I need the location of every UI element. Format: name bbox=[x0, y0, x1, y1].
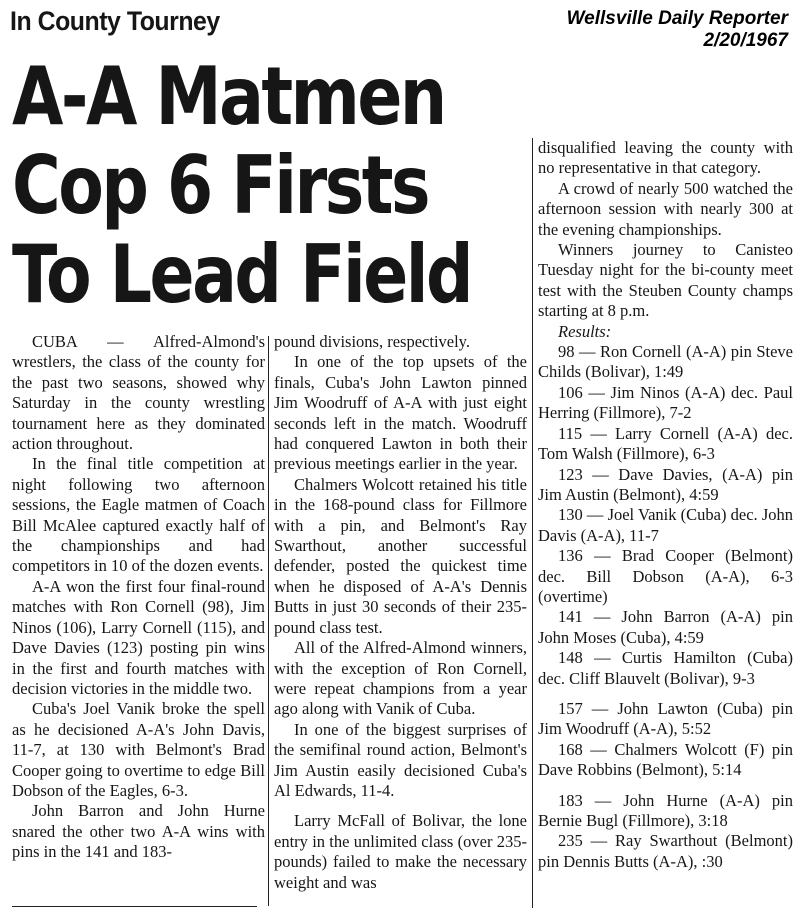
column-divider-2 bbox=[532, 138, 533, 908]
result-item: 157 — John Lawton (Cuba) pin Jim Woodruff (A-A), 5:52 bbox=[538, 698, 793, 739]
paragraph: Winners journey to Canisteo Tuesday night for the bi-county meet test with the Steuben County champs starting at 8 p.m. bbox=[538, 240, 793, 321]
paragraph: CUBA — Alfred-Almond's wrestlers, the class of the county for the past two seasons, showed why Saturday in the county wrestling tournament here as they dominated action throughout. bbox=[12, 332, 265, 454]
result-item: 98 — Ron Cornell (A-A) pin Steve Childs (Bolivar), 1:49 bbox=[538, 342, 793, 382]
paragraph: disqualified leaving the county with no representative in that category. bbox=[538, 138, 793, 178]
paragraph: In the final title competition at night following two afternoon sessions, the Eagle matmen of Coach Bill McAlee captured exactly half of the championships and had competitors in 10 of the dozen events. bbox=[12, 454, 265, 576]
newspaper-name: Wellsville Daily Reporter bbox=[566, 8, 788, 29]
article-column-1 bbox=[12, 332, 265, 863]
result-item: 115 — Larry Cornell (A-A) dec. Tom Walsh (Fillmore), 6-3 bbox=[538, 423, 793, 464]
column-divider-1 bbox=[268, 336, 269, 906]
results-heading: Results: bbox=[558, 321, 612, 341]
paragraph: pound divisions, respectively. bbox=[274, 332, 470, 351]
result-item: 130 — Joel Vanik (Cuba) dec. John Davis (A-A), 11-7 bbox=[538, 505, 793, 545]
paragraph: John Barron and John Hurne snared the other two A-A wins with pins in the 141 and 183- bbox=[12, 801, 265, 862]
paragraph: Larry McFall of Bolivar, the lone entry in the unlimited class (over 235-pounds) failed to make the necessary weight and was bbox=[274, 811, 527, 892]
result-item: 183 — John Hurne (A-A) pin Bernie Bugl (Fillmore), 3:18 bbox=[538, 790, 793, 830]
headline-line-1: A-A Matmen bbox=[12, 50, 445, 143]
kicker-heading: In County Tourney bbox=[10, 6, 220, 36]
paragraph: All of the Alfred-Almond winners, with the exception of Ron Cornell, were repeat champions from a year ago along with Vanik of Cuba. bbox=[274, 638, 527, 719]
headline bbox=[12, 50, 472, 321]
result-item: 148 — Curtis Hamilton (Cuba) dec. Cliff Blauvelt (Bolivar), 9-3 bbox=[538, 648, 793, 688]
paragraph: A-A won the first four final-round matches with Ron Cornell (98), Jim Ninos (106), Larry Cornell (115), and Dave Davies (123) posting pin wins in the first and fourth matches with decision victories in the middle two. bbox=[12, 576, 265, 698]
paragraph: In one of the biggest surprises of the semifinal round action, Belmont's Jim Austin easily decisioned Cuba's Al Edwards, 11-4. bbox=[274, 719, 527, 800]
bottom-rule bbox=[12, 906, 257, 907]
source-label bbox=[567, 8, 788, 52]
result-item: 141 — John Barron (A-A) pin John Moses (Cuba), 4:59 bbox=[538, 607, 793, 647]
headline-line-3: To Lead Field bbox=[12, 228, 472, 321]
result-item: 106 — Jim Ninos (A-A) dec. Paul Herring (Fillmore), 7-2 bbox=[538, 382, 793, 423]
result-item: 123 — Dave Davies, (A-A) pin Jim Austin (Belmont), 4:59 bbox=[538, 464, 793, 504]
result-item: 235 — Ray Swarthout (Belmont) pin Dennis Butts (A-A), :30 bbox=[538, 831, 793, 871]
article-column-3 bbox=[538, 138, 793, 872]
publication-date: 2/20/1967 bbox=[703, 30, 788, 51]
result-item: 168 — Chalmers Wolcott (F) pin Dave Robbins (Belmont), 5:14 bbox=[538, 739, 793, 780]
paragraph: A crowd of nearly 500 watched the afternoon session with nearly 300 at the evening championships. bbox=[538, 178, 793, 239]
paragraph: In one of the top upsets of the finals, Cuba's John Lawton pinned Jim Woodruff of A-A with just eight seconds left in the match. Woodruff had conquered Lawton in both their previous meetings earlier in the year. bbox=[274, 352, 527, 474]
paragraph: Cuba's Joel Vanik broke the spell as he decisioned A-A's John Davis, 11-7, at 130 with Belmont's Brad Cooper going to overtime to edge Bill Dobson of the Eagles, 6-3. bbox=[12, 699, 265, 800]
article-column-2 bbox=[274, 332, 527, 893]
paragraph: Chalmers Wolcott retained his title in the 168-pound class for Fillmore with a pin, and Belmont's Ray Swarthout, another successful defender, posted the quickest time when he disposed of A-A's Dennis Butts in just 30 seconds of their 235-pound class test. bbox=[274, 474, 527, 637]
headline-line-2: Cop 6 Firsts bbox=[12, 139, 429, 232]
result-item: 136 — Brad Cooper (Belmont) dec. Bill Dobson (A-A), 6-3 (overtime) bbox=[538, 546, 793, 606]
